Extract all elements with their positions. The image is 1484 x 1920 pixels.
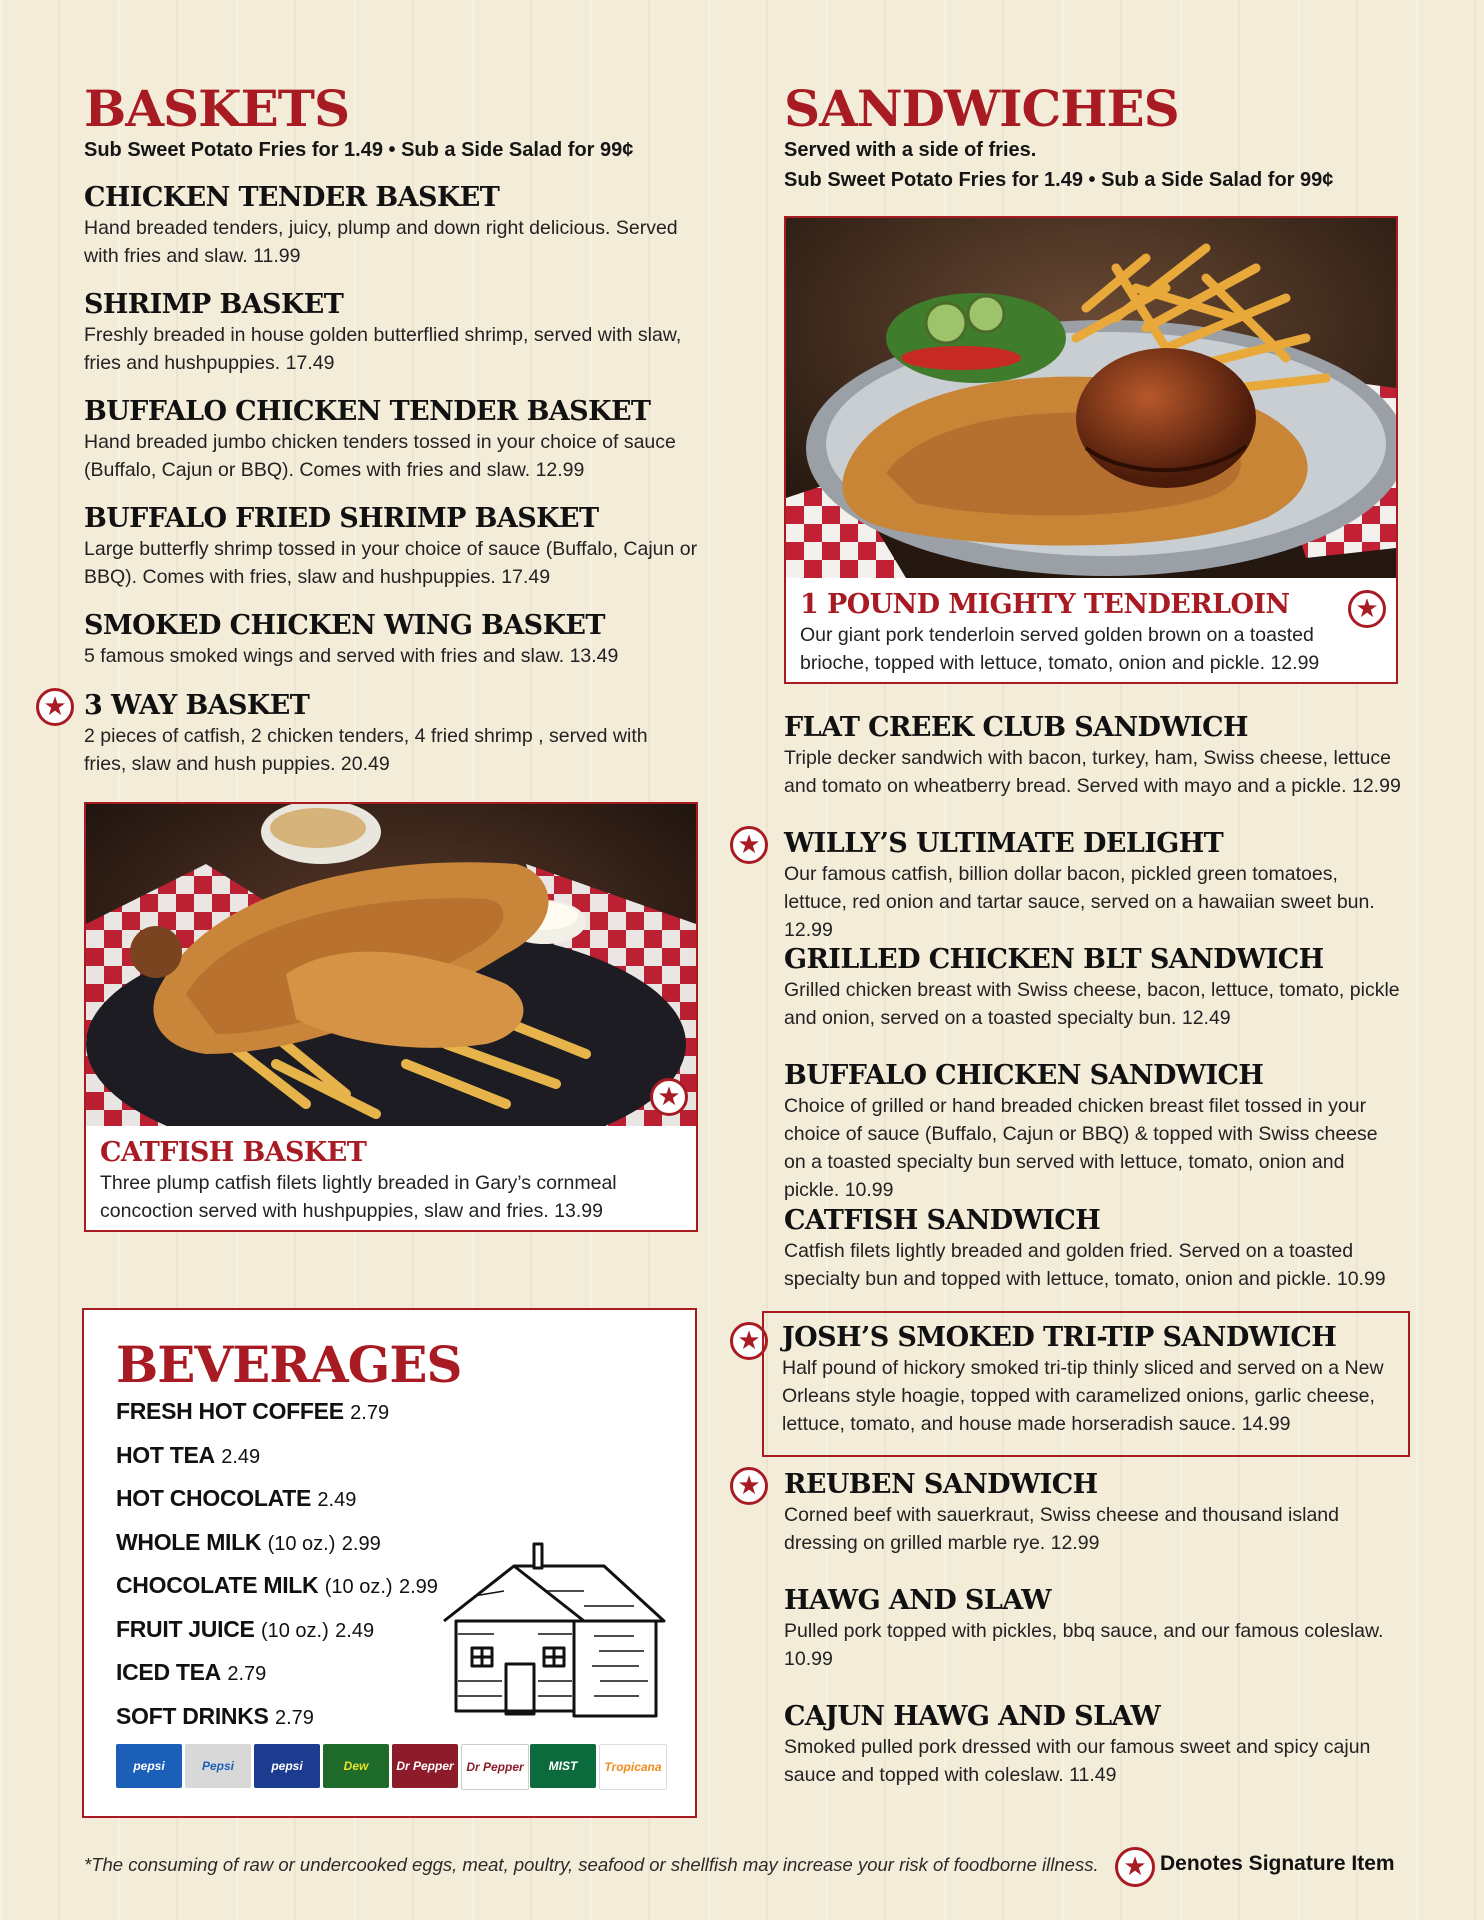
beverage-name: HOT TEA [116,1442,215,1468]
beverage-item [116,1570,438,1602]
star-icon: ★ [1348,590,1386,628]
beverage-name: SOFT DRINKS [116,1703,269,1729]
item-desc: Our famous catfish, billion dollar bacon, pickled green tomatoes, lettuce, red onion and tartar sauce, served on a hawaiian sweet bun. 12.99 [784,863,1375,941]
item-name: GRILLED CHICKEN BLT SANDWICH [784,944,1324,975]
beverage-name: ICED TEA [116,1659,221,1685]
baskets-subtitle: Sub Sweet Potato Fries for 1.49 • Sub a Side Salad for 99¢ [84,139,634,161]
beverage-item [116,1396,389,1428]
item-desc: Our giant pork tenderloin served golden brown on a toasted brioche, topped with lettuce, tomato, onion and pickle. 12.99 [800,624,1320,674]
item-name: FLAT CREEK CLUB SANDWICH [784,712,1248,743]
item-desc: Corned beef with sauerkraut, Swiss cheese and thousand island dressing on grilled marble rye. 12.99 [784,1504,1339,1554]
item-name: JOSH’S SMOKED TRI-TIP SANDWICH [782,1322,1337,1353]
signature-legend: Denotes Signature Item [1160,1852,1395,1875]
item-name: HAWG AND SLAW [784,1585,1051,1616]
basket-item [84,183,704,270]
sandwich-item [784,1470,1404,1557]
sandwich-item [784,713,1404,800]
beverage-price: 2.79 [350,1402,390,1424]
item-name: CATFISH SANDWICH [784,1205,1101,1236]
sandwich-item [784,829,1404,944]
sandwiches-subtitle: Sub Sweet Potato Fries for 1.49 • Sub a Side Salad for 99¢ [784,169,1334,191]
cabin-illustration [434,1536,674,1736]
item-desc: 5 famous smoked wings and served with fries and slaw. 13.49 [84,645,619,667]
beverage-price: 2.79 [274,1707,314,1729]
item-desc: 2 pieces of catfish, 2 chicken tenders, 4 fried shrimp , served with fries, slaw and hush puppies. 20.49 [84,725,648,775]
catfish-basket-photo [86,804,696,1126]
beverage-price: 2.49 [221,1446,261,1468]
beverage-price: 2.99 [398,1576,438,1598]
beverage-item [116,1657,266,1689]
dr-pepper-logo: Dr Pepper [392,1744,458,1788]
basket-item [84,611,704,670]
item-desc: Choice of grilled or hand breaded chicken breast filet tossed in your choice of sauce (Buffalo, Cajun or BBQ) & topped with Swiss cheese on a toasted specialty bun served with lettuce, tomato, onion and pickle. 10.99 [784,1095,1378,1201]
diet-pepsi-logo: Pepsi [185,1744,251,1788]
beverage-name: CHOCOLATE MILK [116,1572,319,1598]
star-icon: ★ [650,1078,688,1116]
item-desc: Pulled pork topped with pickles, bbq sauce, and our famous coleslaw. 10.99 [784,1620,1384,1670]
beverage-item [116,1483,356,1515]
item-desc: Smoked pulled pork dressed with our famous sweet and spicy cajun sauce and topped with coleslaw. 11.49 [784,1736,1371,1786]
beverages-box [82,1308,697,1818]
mountain-dew-logo: Dew [323,1744,389,1788]
beverage-price: 2.79 [227,1663,267,1685]
item-name: CATFISH BASKET [100,1137,367,1168]
beverage-name: WHOLE MILK [116,1529,262,1555]
beverage-size: (10 oz.) [267,1533,336,1555]
sandwich-item [782,1323,1402,1438]
tenderloin-photo [786,218,1396,578]
beverages-title: BEVERAGES [116,1335,462,1394]
sierra-mist-logo: MIST [530,1744,596,1788]
item-name: BUFFALO CHICKEN TENDER BASKET [84,396,651,427]
sandwich-item [784,1586,1404,1673]
sandwiches-subtitle: Served with a side of fries. [784,139,1037,161]
item-desc: Half pound of hickory smoked tri-tip thinly sliced and served on a New Orleans style hoagie, topped with caramelized onions, garlic cheese, lettuce, tomato, and house made horseradish sauce. 14.99 [782,1357,1384,1435]
sandwich-item [784,1061,1404,1204]
sandwich-item [784,1702,1404,1789]
beverage-item [116,1701,314,1733]
star-icon: ★ [730,1467,768,1505]
catfish-basket-card [84,802,698,1232]
tenderloin-card [784,216,1398,684]
item-name: CHICKEN TENDER BASKET [84,182,500,213]
item-name: 1 POUND MIGHTY TENDERLOIN [800,589,1290,620]
item-name: SHRIMP BASKET [84,289,344,320]
beverage-price: 2.99 [341,1533,381,1555]
item-name: CAJUN HAWG AND SLAW [784,1701,1161,1732]
item-desc: Grilled chicken breast with Swiss cheese, bacon, lettuce, tomato, pickle and onion, served on a toasted specialty bun. 12.49 [784,979,1400,1029]
beverage-item [116,1614,374,1646]
catfish-basket-caption [100,1138,684,1225]
beverage-price: 2.49 [335,1620,375,1642]
basket-item [84,290,704,377]
sandwich-item [784,1206,1404,1293]
baskets-title: BASKETS [84,79,350,138]
item-desc: Large butterfly shrimp tossed in your choice of sauce (Buffalo, Cajun or BBQ). Comes with fries, slaw and hushpuppies. 17.49 [84,538,698,588]
item-name: BUFFALO FRIED SHRIMP BASKET [84,503,599,534]
sandwich-item [784,945,1404,1032]
item-name: WILLY’S ULTIMATE DELIGHT [784,828,1224,859]
tropicana-logo: Tropicana [599,1744,667,1790]
beverage-name: HOT CHOCOLATE [116,1485,311,1511]
beverage-size: (10 oz.) [324,1576,393,1598]
beverage-item [116,1440,260,1472]
star-icon: ★ [730,826,768,864]
star-icon: ★ [730,1322,768,1360]
beverage-name: FRUIT JUICE [116,1616,255,1642]
basket-item [84,397,704,484]
beverage-price: 2.49 [317,1489,357,1511]
item-desc: Three plump catfish filets lightly breaded in Gary’s cornmeal concoction served with hushpuppies, slaw and fries. 13.99 [100,1172,617,1222]
item-desc: Hand breaded tenders, juicy, plump and down right delicious. Served with fries and slaw. 11.99 [84,217,678,267]
pepsi-logo: pepsi [116,1744,182,1788]
disclaimer: *The consuming of raw or undercooked eggs, meat, poultry, seafood or shellfish may increase your risk of foodborne illness. [84,1854,1099,1875]
item-name: BUFFALO CHICKEN SANDWICH [784,1060,1264,1091]
item-name: 3 WAY BASKET [84,690,310,721]
beverage-size: (10 oz.) [260,1620,329,1642]
star-icon: ★ [36,688,74,726]
sandwiches-title: SANDWICHES [784,79,1179,138]
diet-dr-pepper-logo: Dr Pepper [461,1744,529,1790]
item-desc: Hand breaded jumbo chicken tenders tossed in your choice of sauce (Buffalo, Cajun or BBQ). Comes with fries and slaw. 12.99 [84,431,676,481]
item-desc: Freshly breaded in house golden butterflied shrimp, served with slaw, fries and hushpuppies. 17.49 [84,324,682,374]
item-name: REUBEN SANDWICH [784,1469,1098,1500]
star-icon: ★ [1115,1847,1155,1887]
basket-item [84,691,674,778]
basket-item [84,504,704,591]
item-desc: Catfish filets lightly breaded and golden fried. Served on a toasted specialty bun and topped with lettuce, tomato, onion and pickle. 10.99 [784,1240,1386,1290]
beverage-name: FRESH HOT COFFEE [116,1398,344,1424]
item-name: SMOKED CHICKEN WING BASKET [84,610,605,641]
pepsi-max-logo: pepsi [254,1744,320,1788]
item-desc: Triple decker sandwich with bacon, turkey, ham, Swiss cheese, lettuce and tomato on wheatberry bread. Served with mayo and a pickle. 12.99 [784,747,1401,797]
tenderloin-caption [800,590,1384,677]
beverage-item [116,1527,381,1559]
